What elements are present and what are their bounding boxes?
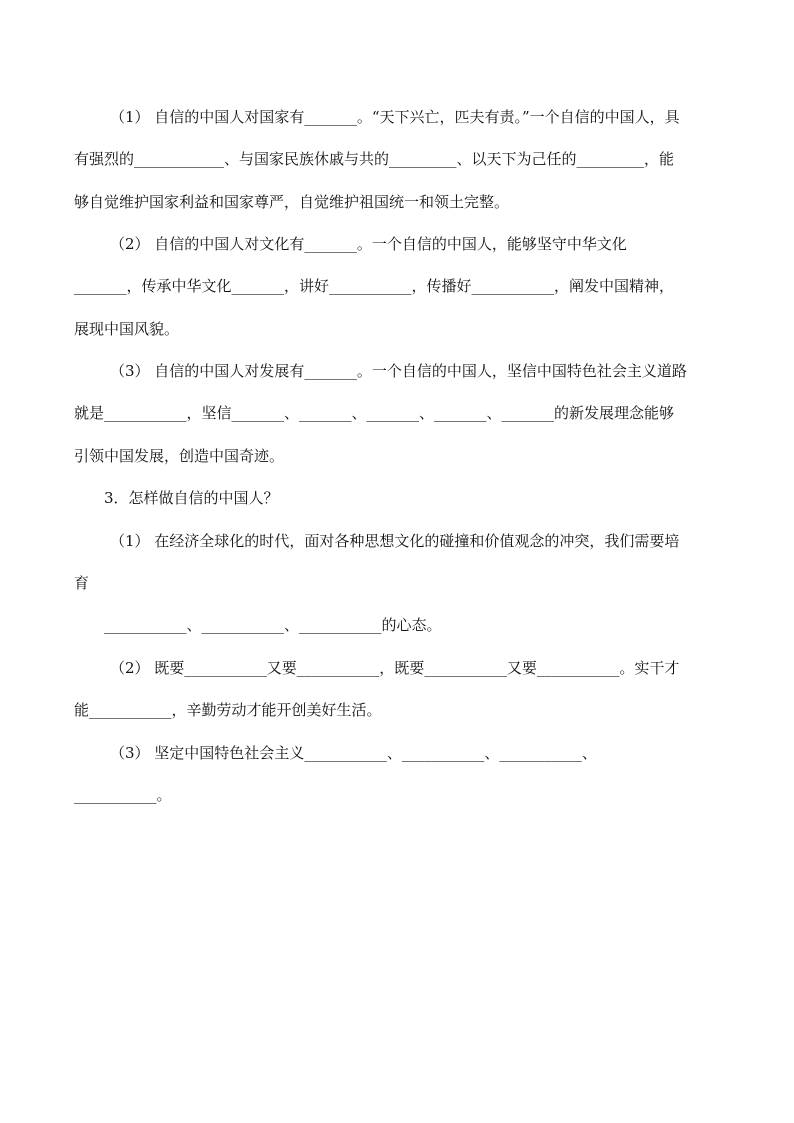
text-line-9: 引领中国发展，创造中国奇迹。 <box>74 447 285 465</box>
text-line-17: ___________。 <box>74 786 172 804</box>
text-line-12: 育 <box>74 574 90 592</box>
text-line-4: （2） 自信的中国人对文化有_______。一个自信的中国人，能够坚守中华文化 <box>110 235 627 253</box>
text-line-16: （3） 坚定中国特色社会主义___________、___________、___________、 <box>110 744 597 762</box>
text-line-7: （3） 自信的中国人对发展有_______。一个自信的中国人，坚信中国特色社会主义道路 <box>110 362 687 380</box>
section-3-heading: 3．怎样做自信的中国人？ <box>104 489 279 507</box>
text-line-2: 有强烈的____________、与国家民族休戚与共的_________、以天下为己任的_________，能 <box>74 150 675 168</box>
text-line-13: ___________、___________、___________的心态。 <box>104 616 442 634</box>
text-line-14: （2） 既要___________又要___________，既要___________又要___________。实干才 <box>110 659 680 677</box>
text-line-5: _______，传承中华文化_______，讲好___________，传播好___________，阐发中国精神， <box>74 277 675 295</box>
text-line-11: （1） 在经济全球化的时代，面对各种思想文化的碰撞和价值观念的冲突，我们需要培 <box>110 532 680 550</box>
text-line-15: 能___________，辛勤劳动才能开创美好生活。 <box>74 701 382 719</box>
text-line-3: 够自觉维护国家利益和国家尊严，自觉维护祖国统一和领土完整。 <box>74 193 510 211</box>
text-line-6: 展现中国风貌。 <box>74 320 180 338</box>
text-line-8: 就是___________，坚信_______、_______、_______、_______、_______的新发展理念能够 <box>74 404 675 422</box>
text-line-1: （1） 自信的中国人对国家有_______。“天下兴亡，匹夫有责。”一个自信的中国人，具 <box>110 108 680 126</box>
